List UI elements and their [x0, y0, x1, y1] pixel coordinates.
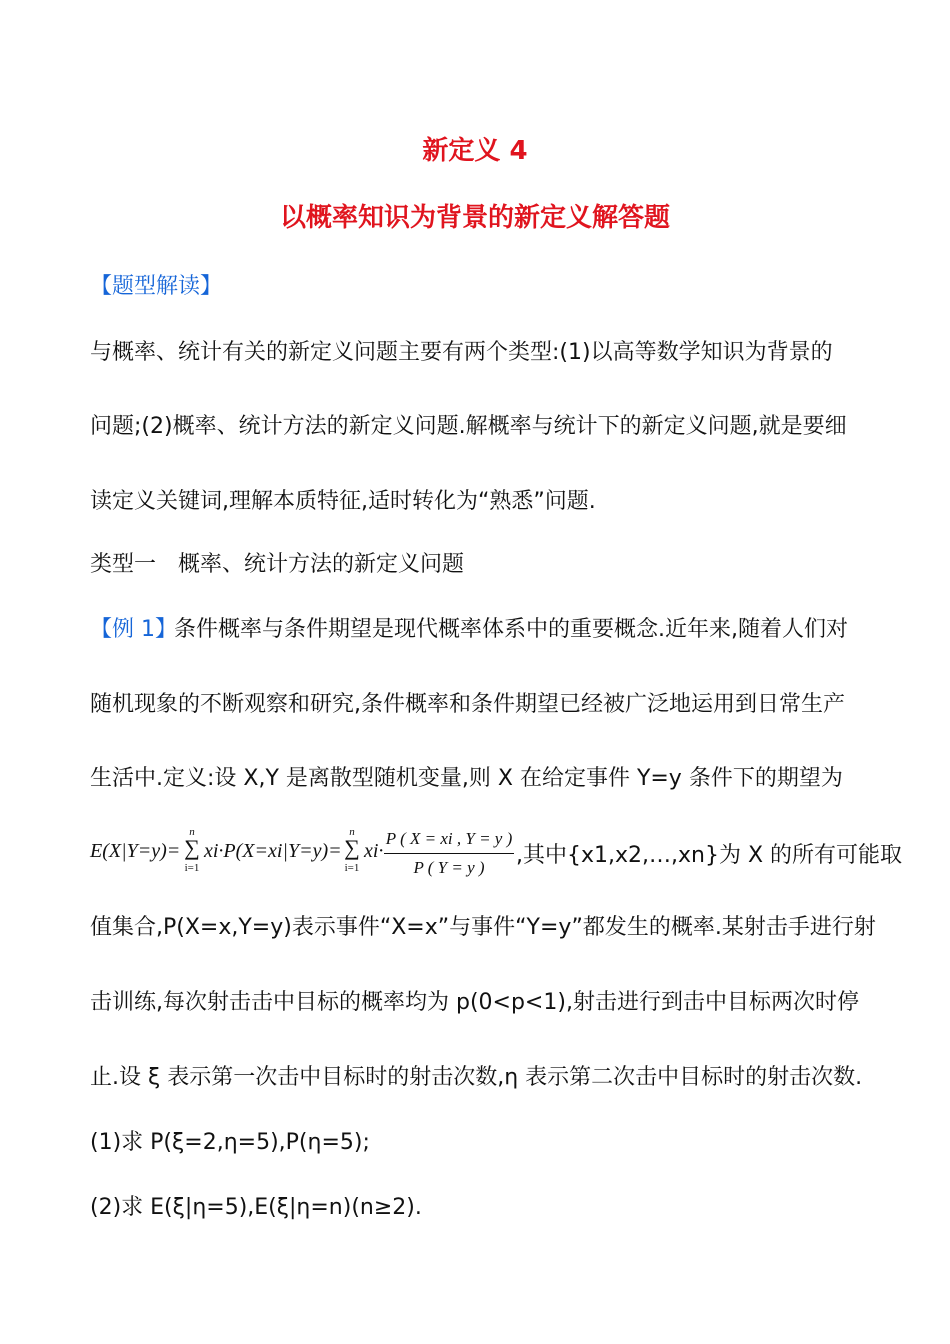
question-2: (2)求 E(ξ|η=5),E(ξ|η=n)(n≥2). [90, 1195, 422, 1220]
sum-upper-limit: n [349, 826, 355, 838]
example-line-3: 生活中.定义:设 X,Y 是离散型随机变量,则 X 在给定事件 Y=y 条件下的期望为 [90, 766, 843, 791]
summation-2 [342, 826, 362, 882]
intro-line-3: 读定义关键词,理解本质特征,适时转化为“熟悉”问题. [90, 489, 596, 514]
fraction-bar [384, 853, 514, 854]
sigma-symbol: ∑ [184, 835, 200, 860]
formula-term-2: xi· [364, 840, 384, 862]
type-heading: 类型一 概率、统计方法的新定义问题 [90, 552, 465, 577]
fraction-numerator: P ( X = xi , Y = y ) [385, 829, 513, 848]
sum-lower-limit: i=1 [184, 862, 200, 874]
formula-tail: ,其中{x1,x2,…,xn}为 X 的所有可能取 [516, 843, 903, 868]
example-line-5: 值集合,P(X=x,Y=y)表示事件“X=x”与事件“Y=y”都发生的概率.某射击手进行射 [90, 915, 876, 940]
intro-line-1: 与概率、统计有关的新定义问题主要有两个类型:(1)以高等数学知识为背景的 [90, 340, 833, 365]
example-line-1: 条件概率与条件期望是现代概率体系中的重要概念.近年来,随着人们对 [174, 617, 848, 642]
example-line-6: 击训练,每次射击击中目标的概率均为 p(0<p<1),射击进行到击中目标两次时停 [90, 990, 859, 1015]
section-label: 【题型解读】 [90, 274, 223, 299]
example-line-7: 止.设 ξ 表示第一次击中目标时的射击次数,η 表示第二次击中目标时的射击次数. [90, 1065, 863, 1090]
page-subtitle: 以概率知识为背景的新定义解答题 [279, 203, 670, 233]
sigma-symbol: ∑ [344, 835, 360, 860]
example-line-2: 随机现象的不断观察和研究,条件概率和条件期望已经被广泛地运用到日常生产 [90, 692, 845, 717]
page-title: 新定义 4 [422, 136, 528, 166]
intro-line-2: 问题;(2)概率、统计方法的新定义问题.解概率与统计下的新定义问题,就是要细 [90, 414, 847, 439]
formula-fraction [384, 828, 514, 882]
question-1: (1)求 P(ξ=2,η=5),P(η=5); [90, 1130, 370, 1155]
formula-lhs: E(X|Y=y)= [90, 840, 181, 862]
sum-lower-limit: i=1 [344, 862, 360, 874]
example-label: 【例 1】 [90, 617, 177, 642]
fraction-denominator: P ( Y = y ) [413, 858, 485, 877]
summation-1 [182, 826, 202, 882]
formula-term-1: xi·P(X=xi|Y=y)= [204, 840, 342, 862]
sum-upper-limit: n [189, 826, 195, 838]
